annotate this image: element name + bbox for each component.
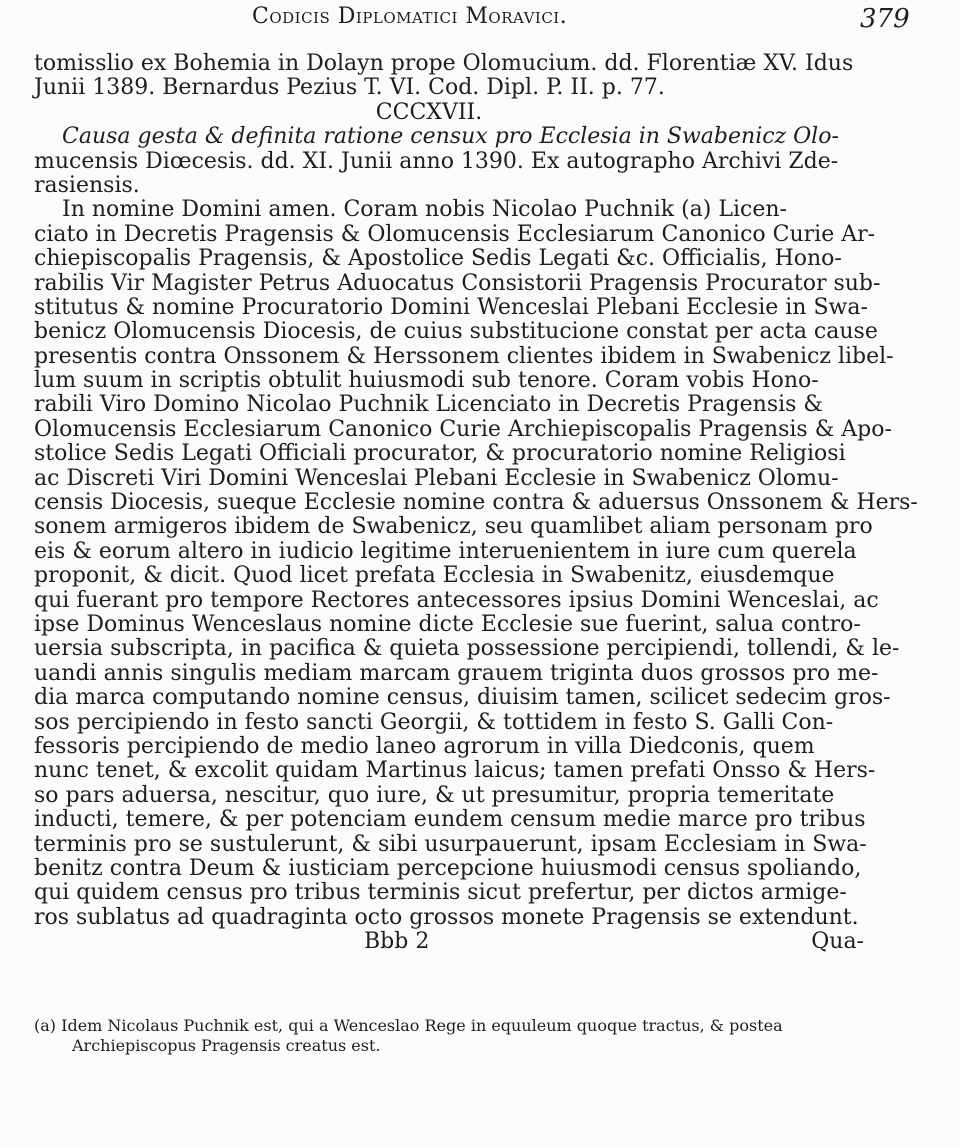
text-line: benicz Olomucensis Diocesis, de cuius substitucione constat per acta cause: [34, 319, 878, 345]
document-heading-line: Causa gesta & definita ratione censux pro Ecclesia in Swabenicz Olo-: [62, 124, 839, 150]
text-line: stitutus & nomine Procuratorio Domini Wenceslai Plebani Ecclesie in Swa-: [34, 294, 868, 320]
text-line: ciato in Decretis Pragensis & Olomucensis Ecclesiarum Canonico Curie Ar-: [34, 221, 876, 247]
footnote-marker: (a): [34, 1016, 57, 1035]
text-line: qui quidem census pro tribus terminis sicut prefertur, per dictos armige-: [34, 880, 847, 906]
footnote-text: Idem Nicolaus Puchnik est, qui a Wenceslao Rege in equuleum quoque tractus, & postea: [61, 1016, 783, 1035]
footnote: [34, 1016, 834, 1056]
text-line: so pars aduersa, nescitur, quo iure, & ut presumitur, propria temeritate: [34, 782, 835, 808]
document-number: CCCXVII.: [375, 99, 483, 125]
text-line: dia marca computando nomine census, diuisim tamen, scilicet sedecim gros-: [34, 685, 891, 711]
page-number: 379: [860, 4, 910, 34]
text-line: uersia subscripta, in pacifica & quieta possessione percipiendi, tollendi, & le-: [34, 636, 900, 662]
text-line: uandi annis singulis mediam marcam grauem triginta duos grossos pro me-: [34, 660, 879, 686]
footnote-line: [34, 1016, 834, 1036]
text-line: rabili Viro Domino Nicolao Puchnik Licenciato in Decretis Pragensis &: [34, 392, 824, 418]
signature-mark: Bbb 2: [364, 929, 430, 955]
text-line: proponit, & dicit. Quod licet prefata Ecclesia in Swabenitz, eiusdemque: [34, 563, 835, 589]
text-line: lum suum in scriptis obtulit huiusmodi sub tenore. Coram vobis Hono-: [34, 368, 819, 394]
document-heading-line: rasiensis.: [34, 172, 140, 198]
text-line: benitz contra Deum & iusticiam percepcione huiusmodi census spoliando,: [34, 855, 862, 881]
text-line: inducti, temere, & per potenciam eundem censum medie marce pro tribus: [34, 807, 866, 833]
running-head: Codicis Diplomatici Moravici.: [252, 4, 568, 29]
text-line: sos percipiendo in festo sancti Georgii, & tottidem in festo S. Galli Con-: [34, 709, 834, 735]
text-line: In nomine Domini amen. Coram nobis Nicolao Puchnik (a) Licen-: [62, 197, 787, 223]
text-line: chiepiscopalis Pragensis, & Apostolice Sedis Legati &c. Officialis, Hono-: [34, 246, 842, 272]
body-text: [34, 51, 918, 956]
text-line: ipse Dominus Wenceslaus nomine dicte Ecclesie sue fuerint, salua contro-: [34, 611, 861, 637]
text-line: tomisslio ex Bohemia in Dolayn prope Olomucium. dd. Florentiæ XV. Idus: [34, 51, 854, 76]
document-heading-line: mucensis Diœcesis. dd. XI. Junii anno 1390. Ex autographo Archivi Zde-: [34, 148, 839, 174]
text-line: Junii 1389. Bernardus Pezius T. VI. Cod. Dipl. P. II. p. 77.: [34, 75, 665, 101]
text-line: ac Discreti Viri Domini Wenceslai Plebani Ecclesie in Swabenicz Olomu-: [34, 465, 839, 491]
text-line: sonem armigeros ibidem de Swabenicz, seu quamlibet aliam personam pro: [34, 514, 873, 540]
signature-line: [34, 929, 864, 956]
text-line: rabilis Vir Magister Petrus Aduocatus Consistorii Pragensis Procurator sub-: [34, 270, 881, 296]
catchword: Qua-: [811, 929, 864, 955]
footnote-line: Archiepiscopus Pragensis creatus est.: [72, 1036, 381, 1055]
text-line: Olomucensis Ecclesiarum Canonico Curie Archiepiscopalis Pragensis & Apo-: [34, 416, 892, 442]
text-line: eis & eorum altero in iudicio legitime interuenientem in iure cum querela: [34, 538, 857, 564]
text-line: fessoris percipiendo de medio laneo agrorum in villa Diedconis, quem: [34, 733, 815, 759]
text-line: qui fuerant pro tempore Rectores antecessores ipsius Domini Wenceslai, ac: [34, 587, 879, 613]
text-line: stolice Sedis Legati Officiali procurator, & procuratorio nomine Religiosi: [34, 441, 846, 467]
text-line: presentis contra Onssonem & Herssonem clientes ibidem in Swabenicz libel-: [34, 343, 894, 369]
text-line: terminis pro se sustulerunt, & sibi usurpauerunt, ipsam Ecclesiam in Swa-: [34, 831, 867, 857]
text-line: ros sublatus ad quadraginta octo grossos monete Pragensis se extendunt.: [34, 904, 859, 930]
text-line: nunc tenet, & excolit quidam Martinus laicus; tamen prefati Onsso & Hers-: [34, 758, 876, 784]
text-line: censis Diocesis, sueque Ecclesie nomine contra & aduersus Onssonem & Hers-: [34, 490, 918, 516]
